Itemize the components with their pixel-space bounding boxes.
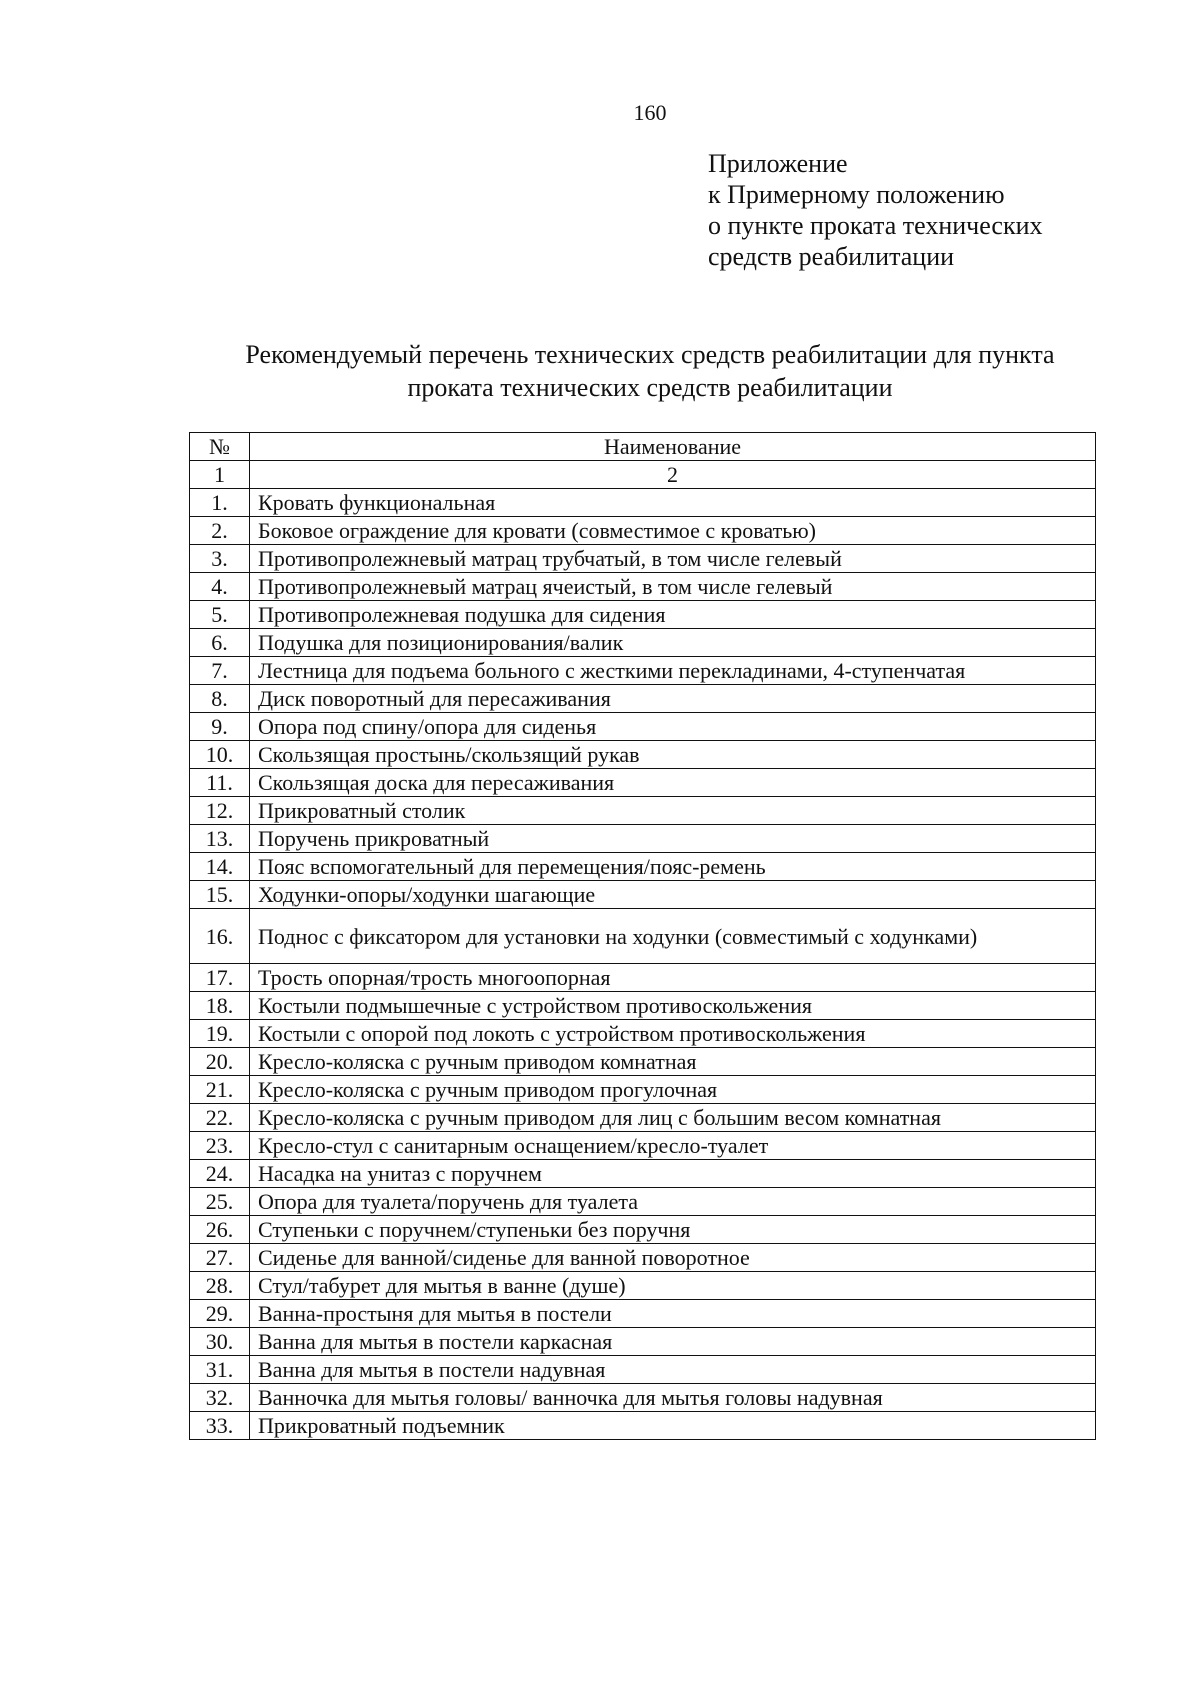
row-name: Противопролежневый матрац трубчатый, в том числе гелевый — [250, 545, 1096, 573]
table-row — [190, 1132, 1096, 1160]
table-row — [190, 769, 1096, 797]
row-name: Поручень прикроватный — [250, 825, 1096, 853]
row-name: Стул/табурет для мытья в ванне (душе) — [250, 1272, 1096, 1300]
row-number: 32. — [190, 1384, 250, 1412]
appendix-line: о пункте проката технических — [708, 211, 1043, 240]
row-name: Трость опорная/трость многоопорная — [250, 964, 1096, 992]
row-number: 13. — [190, 825, 250, 853]
row-name: Диск поворотный для пересаживания — [250, 685, 1096, 713]
appendix-line: к Примерному положению — [708, 180, 1005, 209]
row-name: Противопролежневый матрац ячеистый, в том числе гелевый — [250, 573, 1096, 601]
row-number: 6. — [190, 629, 250, 657]
table-row — [190, 797, 1096, 825]
row-number: 25. — [190, 1188, 250, 1216]
table-row — [190, 1104, 1096, 1132]
header-number: № — [190, 433, 250, 461]
table-row — [190, 1188, 1096, 1216]
table-row — [190, 1076, 1096, 1104]
document-title — [180, 338, 1120, 404]
row-number: 28. — [190, 1272, 250, 1300]
table-row — [190, 1216, 1096, 1244]
table-row — [190, 853, 1096, 881]
row-number: 19. — [190, 1020, 250, 1048]
column-number-2: 2 — [250, 461, 1096, 489]
table-row — [190, 1300, 1096, 1328]
table-row — [190, 1356, 1096, 1384]
row-name: Костыли с опорой под локоть с устройством противоскольжения — [250, 1020, 1096, 1048]
appendix-line: средств реабилитации — [708, 242, 955, 271]
table-row — [190, 992, 1096, 1020]
row-number: 4. — [190, 573, 250, 601]
row-number: 29. — [190, 1300, 250, 1328]
table-row — [190, 825, 1096, 853]
row-number: 5. — [190, 601, 250, 629]
table-row — [190, 741, 1096, 769]
table-body — [190, 433, 1096, 1440]
table-row — [190, 1272, 1096, 1300]
row-number: 20. — [190, 1048, 250, 1076]
row-name: Боковое ограждение для кровати (совместимое с кроватью) — [250, 517, 1096, 545]
row-number: 31. — [190, 1356, 250, 1384]
appendix-block — [708, 148, 1043, 272]
table-row — [190, 1244, 1096, 1272]
row-name: Прикроватный подъемник — [250, 1412, 1096, 1440]
row-number: 10. — [190, 741, 250, 769]
row-name: Ступеньки с поручнем/ступеньки без поручня — [250, 1216, 1096, 1244]
row-number: 27. — [190, 1244, 250, 1272]
row-name: Кресло-коляска с ручным приводом прогулочная — [250, 1076, 1096, 1104]
row-name: Сиденье для ванной/сиденье для ванной поворотное — [250, 1244, 1096, 1272]
table-row — [190, 1384, 1096, 1412]
row-number: 8. — [190, 685, 250, 713]
row-number: 21. — [190, 1076, 250, 1104]
table-row — [190, 685, 1096, 713]
table-row — [190, 1160, 1096, 1188]
row-number: 16. — [190, 909, 250, 964]
column-number-row — [190, 461, 1096, 489]
row-number: 14. — [190, 853, 250, 881]
title-line: проката технических средств реабилитации — [407, 373, 893, 402]
row-name: Опора для туалета/поручень для туалета — [250, 1188, 1096, 1216]
row-number: 17. — [190, 964, 250, 992]
row-number: 2. — [190, 517, 250, 545]
row-number: 23. — [190, 1132, 250, 1160]
table-header-row — [190, 433, 1096, 461]
row-name: Лестница для подъема больного с жесткими перекладинами, 4-ступенчатая — [250, 657, 1096, 685]
row-name: Ходунки-опоры/ходунки шагающие — [250, 881, 1096, 909]
row-name: Кровать функциональная — [250, 489, 1096, 517]
row-name: Ванночка для мытья головы/ ванночка для мытья головы надувная — [250, 1384, 1096, 1412]
row-name: Противопролежневая подушка для сидения — [250, 601, 1096, 629]
row-number: 33. — [190, 1412, 250, 1440]
table-row — [190, 657, 1096, 685]
row-number: 26. — [190, 1216, 250, 1244]
row-number: 11. — [190, 769, 250, 797]
table-row — [190, 964, 1096, 992]
row-name: Кресло-коляска с ручным приводом для лиц с большим весом комнатная — [250, 1104, 1096, 1132]
row-number: 9. — [190, 713, 250, 741]
header-name: Наименование — [250, 433, 1096, 461]
rehab-items-table — [189, 432, 1096, 1440]
row-number: 24. — [190, 1160, 250, 1188]
table-row — [190, 881, 1096, 909]
row-number: 12. — [190, 797, 250, 825]
row-number: 18. — [190, 992, 250, 1020]
table-row — [190, 517, 1096, 545]
row-number: 22. — [190, 1104, 250, 1132]
row-name: Подушка для позиционирования/валик — [250, 629, 1096, 657]
table-row — [190, 1048, 1096, 1076]
row-number: 3. — [190, 545, 250, 573]
row-number: 30. — [190, 1328, 250, 1356]
row-name: Пояс вспомогательный для перемещения/пояс-ремень — [250, 853, 1096, 881]
row-name: Костыли подмышечные с устройством противоскольжения — [250, 992, 1096, 1020]
table-row — [190, 1020, 1096, 1048]
row-number: 7. — [190, 657, 250, 685]
table-row — [190, 601, 1096, 629]
row-name: Кресло-стул с санитарным оснащением/кресло-туалет — [250, 1132, 1096, 1160]
row-number: 15. — [190, 881, 250, 909]
row-name: Прикроватный столик — [250, 797, 1096, 825]
row-name: Насадка на унитаз с поручнем — [250, 1160, 1096, 1188]
row-name: Кресло-коляска с ручным приводом комнатная — [250, 1048, 1096, 1076]
row-name: Скользящая простынь/скользящий рукав — [250, 741, 1096, 769]
row-name: Ванна для мытья в постели надувная — [250, 1356, 1096, 1384]
table-row — [190, 1328, 1096, 1356]
row-name: Опора под спину/опора для сиденья — [250, 713, 1096, 741]
title-line: Рекомендуемый перечень технических средств реабилитации для пункта — [245, 340, 1055, 369]
table-row — [190, 545, 1096, 573]
page-number: 160 — [633, 100, 667, 125]
row-name: Поднос с фиксатором для установки на ходунки (совместимый с ходунками) — [250, 909, 1096, 964]
table-row — [190, 713, 1096, 741]
table-row — [190, 573, 1096, 601]
column-number-1: 1 — [190, 461, 250, 489]
row-number: 1. — [190, 489, 250, 517]
appendix-line: Приложение — [708, 149, 848, 178]
table-row — [190, 1412, 1096, 1440]
table-row — [190, 909, 1096, 964]
table-row — [190, 489, 1096, 517]
table-row — [190, 629, 1096, 657]
row-name: Ванна-простыня для мытья в постели — [250, 1300, 1096, 1328]
row-name: Ванна для мытья в постели каркасная — [250, 1328, 1096, 1356]
row-name: Скользящая доска для пересаживания — [250, 769, 1096, 797]
